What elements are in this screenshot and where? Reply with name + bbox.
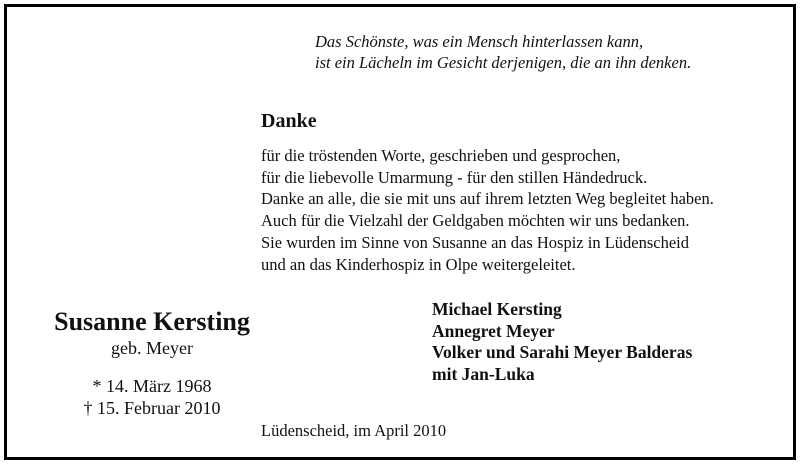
family-member: mit Jan-Luka — [432, 363, 535, 384]
birth-date: * 14. März 1968 — [92, 376, 212, 396]
birth-name: geb. Meyer — [111, 338, 193, 358]
quote-line: ist ein Lächeln im Gesicht derjenigen, die an ihn denken. — [315, 53, 692, 72]
death-date: † 15. Februar 2010 — [83, 398, 221, 418]
thanks-line: Danke an alle, die sie mit uns auf ihrem letzten Weg begleitet haben. — [261, 189, 714, 209]
deceased-name: Susanne Kersting — [54, 307, 250, 336]
thanks-text — [261, 145, 714, 275]
family-member: Michael Kersting — [432, 299, 562, 319]
family-member: Annegret Meyer — [432, 320, 555, 341]
family-member: Volker und Sarahi Meyer Balderas — [432, 342, 693, 362]
quote — [315, 31, 691, 73]
family-signatures — [432, 299, 692, 385]
thanks-line: und an das Kinderhospiz in Olpe weitergeleitet. — [261, 254, 576, 274]
thanks-line: Sie wurden im Sinne von Susanne an das Hospiz in Lüdenscheid — [261, 232, 690, 252]
thanks-title: Danke — [261, 110, 317, 132]
place-and-date: Lüdenscheid, im April 2010 — [261, 421, 447, 440]
life-dates — [37, 375, 267, 419]
deceased-block — [37, 307, 267, 419]
thanks-line: für die liebevolle Umarmung - für den stillen Händedruck. — [261, 167, 648, 187]
thanks-line: Auch für die Vielzahl der Geldgaben möchten wir uns bedanken. — [261, 211, 690, 231]
quote-line: Das Schönste, was ein Mensch hinterlassen kann, — [315, 32, 644, 51]
obituary-card — [4, 4, 796, 460]
thanks-line: für die tröstenden Worte, geschrieben und gesprochen, — [261, 146, 621, 165]
